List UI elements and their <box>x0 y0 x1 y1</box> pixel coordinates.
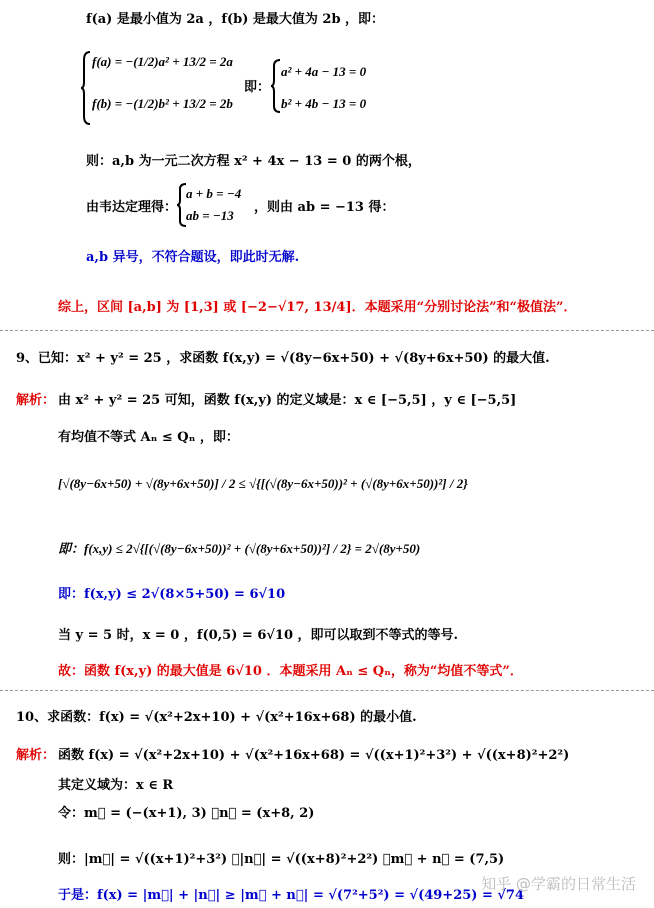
text-line-l9b: 由 x² + y² = 25 可知，函数 f(x,y) 的定义域是：x ∈ [−5,5] ，y ∈ [−5,5] <box>58 393 517 408</box>
text-line-l19: 令：m⃗ = (−(x+1), 3) ，n⃗ = (x+8, 2) <box>58 806 315 821</box>
text-line-l11: [√(8y−6x+50) + √(8y+6x+50)] / 2 ≤ √{[(√(8y−6x+50))² + (√(8y+6x+50))²] / 2} <box>58 476 468 491</box>
text-line-l2a: f(a) = −(1/2)a² + 13/2 = 2a <box>92 54 233 69</box>
text-line-l13: 即：f(x,y) ≤ 2√(8×5+50) = 6√10 <box>58 587 286 602</box>
text-line-l3a: f(b) = −(1/2)b² + 13/2 = 2b <box>92 96 233 111</box>
text-line-l3c: b² + 4b − 13 = 0 <box>281 96 367 111</box>
text-line-l18: 其定义域为：x ∈ R <box>58 778 174 793</box>
text-line-l5c: ab = −13 <box>186 208 234 223</box>
brace-left-system <box>80 50 92 126</box>
text-line-l4: 则：a,b 为一元二次方程 x² + 4x − 13 = 0 的两个根， <box>86 154 421 169</box>
text-line-l9a: 解析： <box>16 393 56 408</box>
text-line-l1: f(a) 是最小值为 2a ，f(b) 是最大值为 2b ，即： <box>86 12 385 27</box>
text-line-l20: 则：|m⃗| = √((x+1)²+3²) ，|n⃗| = √((x+8)²+2²) ，m⃗ + n⃗ = (7,5) <box>58 852 505 867</box>
text-line-l17b: 函数 f(x) = √(x²+2x+10) + √(x²+16x+68) = √((x+1)²+3²) + √((x+8)²+2²) <box>58 748 570 763</box>
text-line-l6: a,b 异号，不符合题设，即此时无解. <box>86 250 300 265</box>
text-line-l14: 当 y = 5 时，x = 0 ，f(0,5) = 6√10 ，即可以取到不等式的等号. <box>58 628 459 643</box>
text-line-l8: 9、已知：x² + y² = 25 ，求函数 f(x,y) = √(8y−6x+50) + √(8y+6x+50) 的最大值. <box>16 351 550 366</box>
text-line-l10: 有均值不等式 Aₙ ≤ Qₙ ，即： <box>58 430 239 445</box>
text-line-l17a: 解析： <box>16 748 56 763</box>
separator <box>0 330 654 331</box>
text-line-l2b: 即： <box>244 80 271 95</box>
text-line-l12: 即：f(x,y) ≤ 2√{[(√(8y−6x+50))² + (√(8y+6x+50))²] / 2} = 2√(8y+50) <box>58 541 421 556</box>
text-line-l7: 综上，区间 [a,b] 为 [1,3] 或 [−2−√17, 13/4]．本题采用“分别讨论法”和“极值法”． <box>58 300 577 315</box>
text-line-l5a: 由韦达定理得： <box>86 200 178 215</box>
text-line-l16: 10、求函数：f(x) = √(x²+2x+10) + √(x²+16x+68) 的最小值. <box>16 710 417 725</box>
text-line-l21: 于是：f(x) = |m⃗| + |n⃗| ≥ |m⃗ + n⃗| = √(7²+5²) = √(49+25) = √74 <box>58 888 525 903</box>
text-line-l5b: a + b = −4 <box>186 186 242 201</box>
separator <box>0 690 654 691</box>
text-line-l5d: ，则由 ab = −13 得： <box>254 200 395 215</box>
text-line-l15: 故：函数 f(x,y) 的最大值是 6√10 ．本题采用 Aₙ ≤ Qₙ，称为“均值不等式”． <box>58 664 523 679</box>
watermark: 知乎 @学霸的日常生活 <box>481 875 636 893</box>
text-line-l2c: a² + 4a − 13 = 0 <box>281 64 367 79</box>
